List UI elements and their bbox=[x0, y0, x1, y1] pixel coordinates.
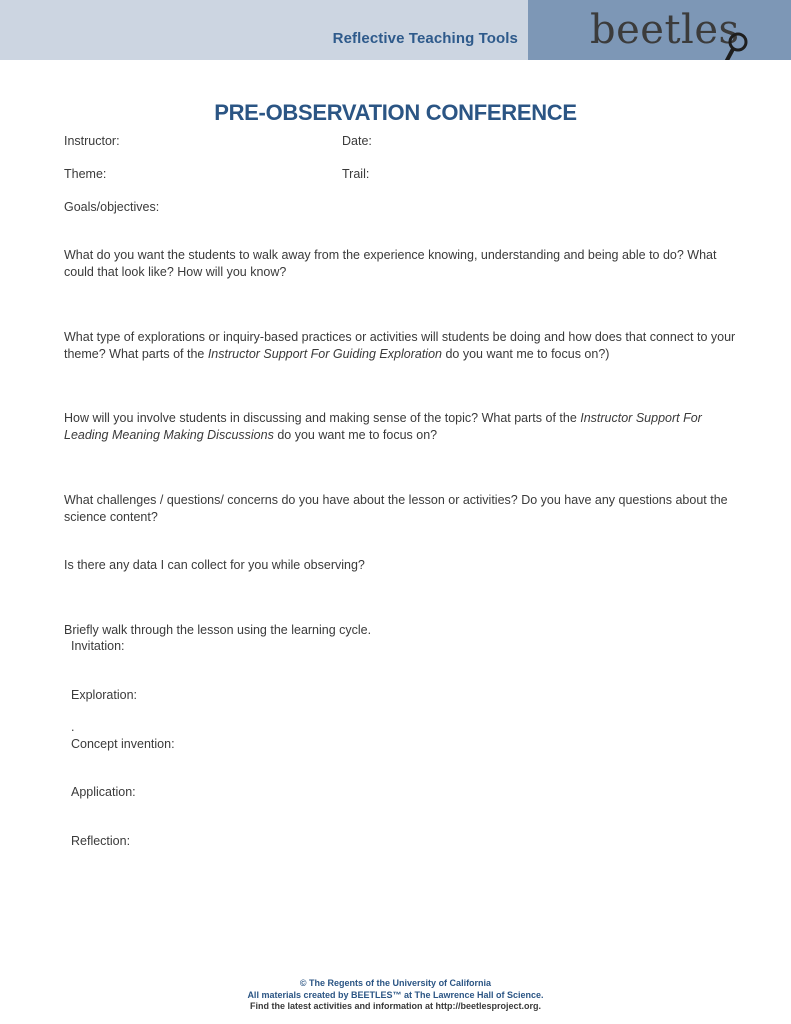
question-discussions bbox=[64, 410, 749, 443]
question-explorations bbox=[64, 329, 749, 362]
stray-dot: . bbox=[71, 720, 75, 734]
page-title: PRE-OBSERVATION CONFERENCE bbox=[214, 100, 577, 125]
question-learning-cycle: Briefly walk through the lesson using the learning cycle. bbox=[64, 623, 372, 637]
date-label: Date: bbox=[342, 134, 372, 148]
theme-label: Theme: bbox=[64, 167, 107, 181]
question-discussions-text-2: do you want me to focus on? bbox=[273, 427, 438, 442]
logo-block bbox=[528, 0, 791, 60]
learning-cycle-application: Application: bbox=[71, 785, 136, 799]
question-explorations-text-1: What type of explorations or inquiry-based practices or activities will students be doing and how does that connect to your theme? What parts of the bbox=[64, 330, 736, 361]
footer-website: Find the latest activities and information at http://beetlesproject.org. bbox=[249, 1001, 542, 1011]
question-learning-outcomes: What do you want the students to walk away from the experience knowing, understanding and being able to do? What could that look like? How will you know? bbox=[64, 248, 717, 279]
magnifier-icon bbox=[721, 28, 755, 60]
question-explorations-italic: Instructor Support For Guiding Exploration bbox=[207, 346, 442, 361]
beetles-logo: beetles bbox=[590, 7, 740, 53]
learning-cycle-concept-invention: Concept invention: bbox=[71, 737, 175, 751]
question-explorations-text-2: do you want me to focus on?) bbox=[441, 346, 610, 361]
question-discussions-text-1: How will you involve students in discussing and making sense of the topic? What parts of the bbox=[64, 411, 581, 425]
instructor-label: Instructor: bbox=[64, 134, 120, 148]
learning-cycle-reflection: Reflection: bbox=[71, 834, 131, 848]
header-band bbox=[0, 0, 791, 60]
question-data-collection: Is there any data I can collect for you while observing? bbox=[64, 558, 365, 572]
goals-label: Goals/objectives: bbox=[64, 200, 160, 214]
learning-cycle-exploration: Exploration: bbox=[71, 688, 138, 702]
footer bbox=[0, 978, 791, 1013]
question-discussions-italic: Instructor Support For Leading Meaning Making Discussions bbox=[64, 411, 702, 442]
learning-cycle-invitation: Invitation: bbox=[71, 639, 125, 653]
trail-label: Trail: bbox=[342, 167, 370, 181]
footer-copyright: © The Regents of the University of California bbox=[299, 978, 492, 988]
header-title: Reflective Teaching Tools bbox=[332, 30, 518, 47]
question-challenges: What challenges / questions/ concerns do you have about the lesson or activities? Do you have any questions about the science content? bbox=[64, 493, 728, 524]
footer-credits: All materials created by BEETLES™ at The Lawrence Hall of Science. bbox=[247, 989, 544, 1000]
